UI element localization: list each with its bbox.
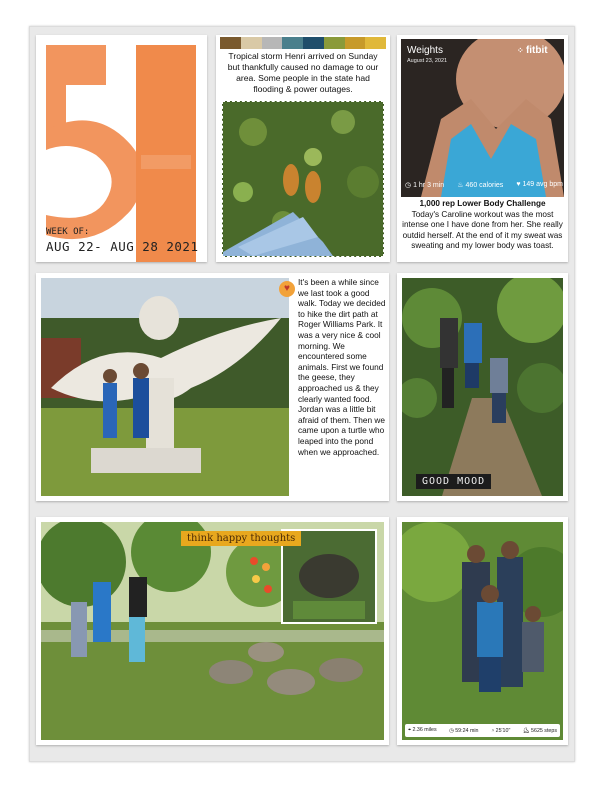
time-stat (449, 728, 478, 734)
dot-icon (252, 575, 260, 583)
week-dates: AUG 22- AUG 28 2021 (46, 239, 199, 254)
storm-card (216, 35, 390, 262)
duration-value: 1 hr 3 min (413, 182, 445, 189)
geese-card (36, 517, 389, 745)
fitbit-text: Today's Caroline workout was the most intense one I have done from her. She really outdid herself. At the end of it my sweat was sweating and my lower body was toast. (402, 210, 563, 251)
swatch (262, 37, 283, 49)
fitbit-stats (405, 181, 563, 189)
speed-icon: ◔ (490, 727, 495, 734)
pin-icon: ⌖ (408, 727, 411, 733)
color-swatch-strip (220, 37, 386, 49)
path-card (397, 273, 568, 501)
fitbit-logo-icon: ⁘ (517, 46, 526, 55)
walk-stats-bar (405, 724, 560, 737)
storm-text: Tropical storm Henri arrived on Sunday but thankfully caused no damage to our area. Some people in the state had flooding & power outages. (227, 51, 379, 94)
fitbit-date: August 23, 2021 (407, 58, 448, 64)
dot-icon (262, 563, 270, 571)
fitbit-brand-text: fitbit (525, 45, 548, 56)
flame-icon: ♨ (457, 182, 466, 189)
heart-stat (516, 181, 563, 189)
fitbit-app-title: Weights (407, 45, 443, 56)
shoe-icon: ⛸ (522, 727, 530, 734)
duration-stat (405, 181, 444, 189)
swatch (282, 37, 303, 49)
feet-photo-art (223, 102, 383, 256)
swatch (241, 37, 262, 49)
heart-icon: ♥ (516, 181, 523, 188)
walk-card (36, 273, 389, 501)
pace-value: 25'10" (495, 727, 511, 734)
fitbit-heading: 1,000 rep Lower Body Challenge (419, 199, 546, 208)
fitbit-brand (517, 45, 548, 56)
family-photo (402, 522, 563, 740)
calories-stat (457, 181, 503, 189)
distance-value: 2.36 miles (412, 727, 437, 733)
calories-value: 460 calories (465, 182, 504, 189)
swatch (365, 37, 386, 49)
forest-path-art (402, 278, 563, 496)
distance-stat (408, 727, 437, 734)
pace-stat (491, 728, 510, 734)
fitbit-card (397, 35, 568, 262)
clock-icon: ◷ (405, 182, 414, 189)
steps-value: 5625 steps (531, 727, 557, 734)
eagle-statue-art (41, 278, 289, 496)
forest-path-photo (402, 278, 563, 496)
steps-stat (523, 728, 557, 734)
clock-icon: ◷ (449, 727, 454, 734)
dot-icon (250, 557, 258, 565)
week-label: WEEK OF: (46, 227, 90, 237)
swatch (303, 37, 324, 49)
swatch (324, 37, 345, 49)
walk-text: It's been a while since we last took a good walk. Today we decided to hike the dirt path at Roger Williams Park. It was a very nice & cool morning. We encountered some animals. First we found the geese, they approached us & they clearly wanted food. Jordan was a little bit afraid of them. Then we came upon a turtle who leaped into the pond when we approached. (298, 277, 386, 457)
heart-value: 149 avg bpm (522, 181, 563, 188)
good-mood-label: GOOD MOOD (416, 474, 491, 489)
family-photo-art (402, 522, 563, 740)
dot-icon (264, 585, 272, 593)
happy-thoughts-label: think happy thoughts (181, 531, 301, 546)
family-card (397, 517, 568, 745)
eagle-statue-photo (41, 278, 289, 496)
week-card (36, 35, 207, 262)
scrapbook-page (29, 26, 575, 762)
swatch (345, 37, 366, 49)
heart-badge-icon: ♥ (279, 281, 295, 297)
workout-photo (401, 39, 564, 197)
swatch (220, 37, 241, 49)
time-value: 59:24 min (455, 727, 479, 734)
feet-photo (222, 101, 384, 257)
sticker-dots (248, 555, 278, 605)
